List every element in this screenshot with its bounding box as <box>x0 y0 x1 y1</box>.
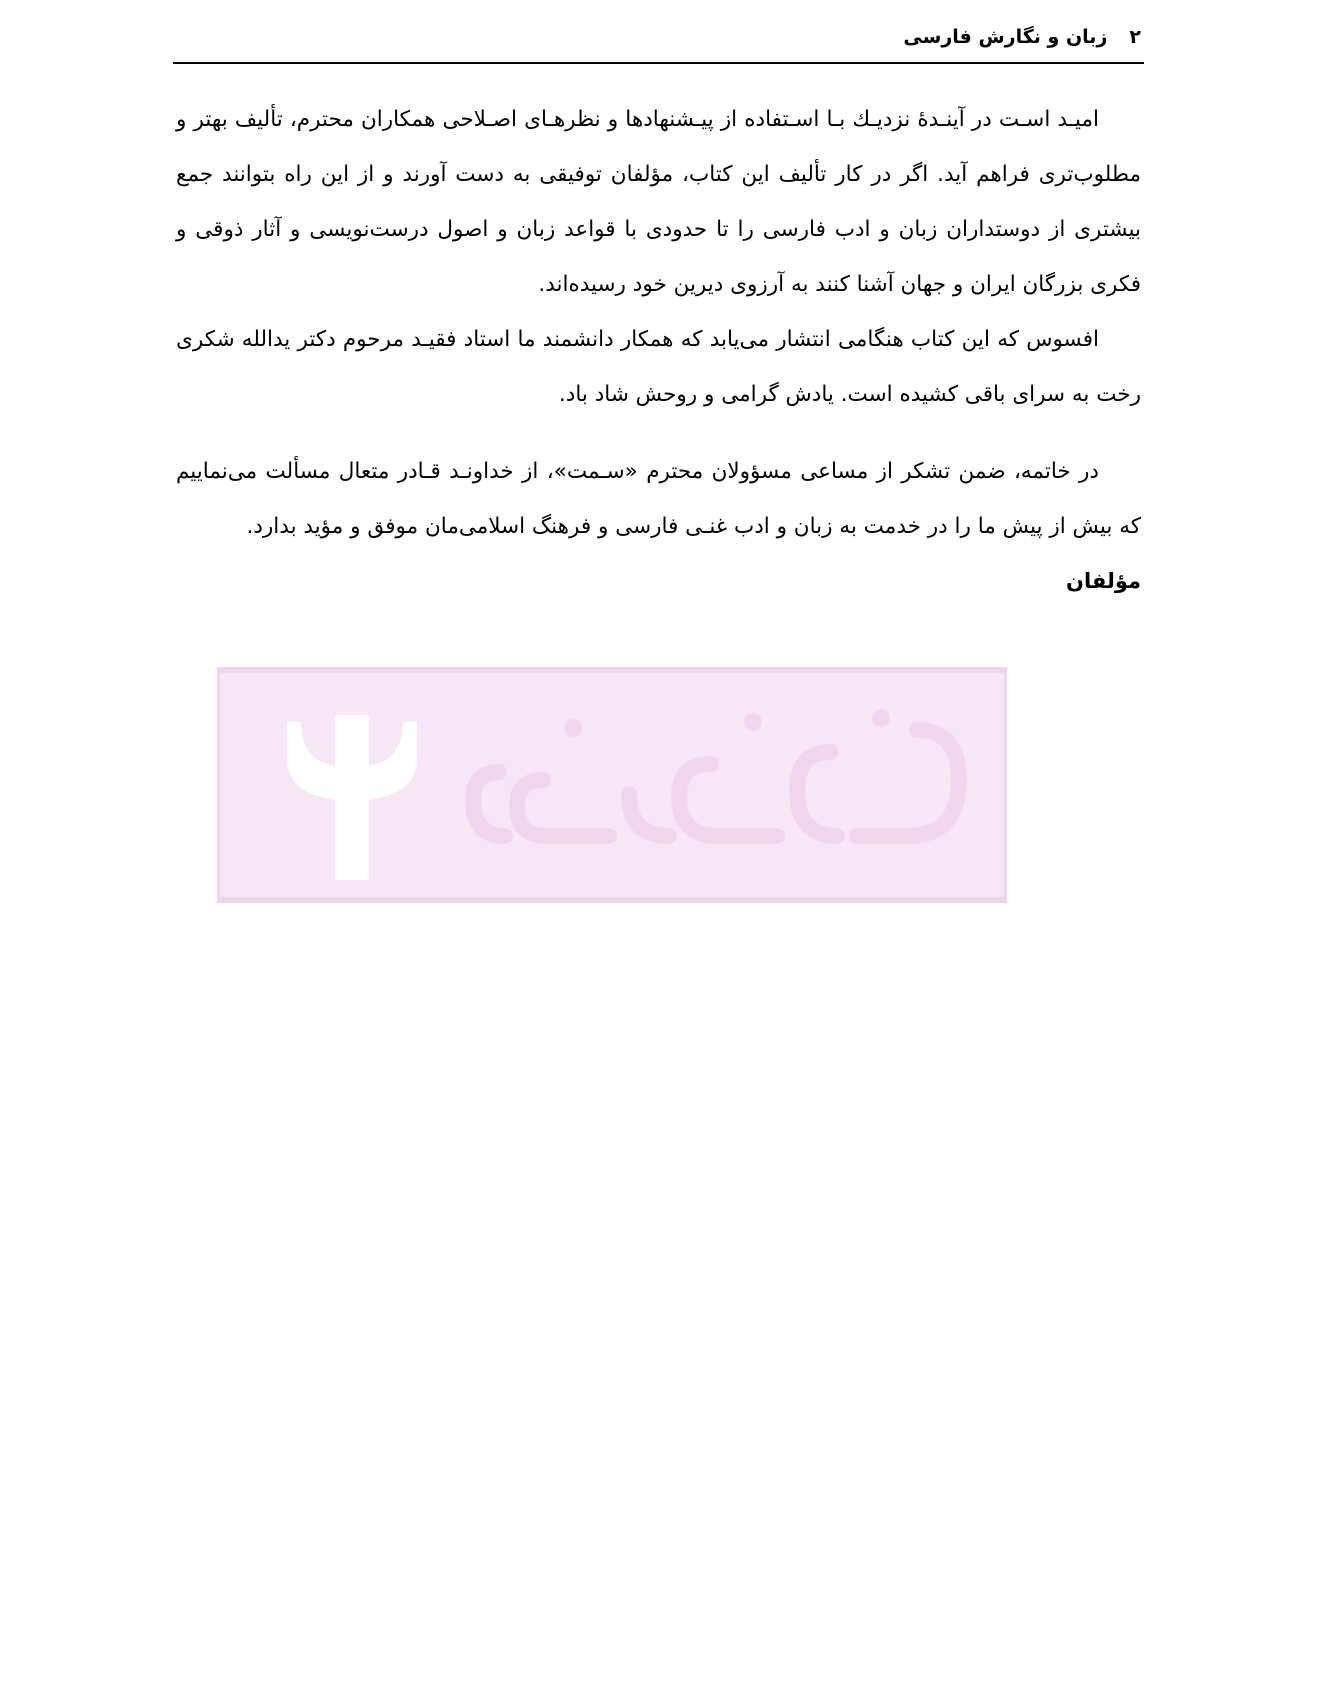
page-number: ۲ <box>1129 26 1141 48</box>
header-title: زبان و نگارش فارسی <box>903 26 1108 48</box>
paragraph: افسوس که این کتاب هنگامی انتشار می‌یابد که همکار دانشمند ما استاد فقیـد مرحوم دکتر یدالله شکری رخت به سرای باقی کشیده است. یادش گرامی و روحش شاد باد. <box>176 327 1141 407</box>
paragraph: امیـد اسـت در آینـدۀ نزدیـك بـا اسـتفاده از پیـشنهادها و نظرهـای اصـلاحی همکاران محترم، تألیف بهتر و مطلوب‌تری فراهم آید. اگر در کار تألیف این کتاب، مؤلفان توفیقی به دست آورند و از این راه بتوانند جمع بیشتری از دوستداران زبان و ادب فارسی را تا حدودی با قواعد زبان و اصول درست‌نویسی و آثار ذوقی و فکری بزرگان ایران و جهان آشنا کنند به آرزوی دیرین خود رسیده‌اند. <box>176 107 1141 297</box>
document-body <box>176 92 1141 609</box>
watermark-dadbazar <box>217 660 1007 910</box>
header-divider <box>173 62 1144 64</box>
signature-line: مؤلفان <box>1066 569 1141 593</box>
page-header <box>176 26 1141 48</box>
paragraph: در خاتمه، ضمن تشکر از مساعی مسؤولان محترم «سـمت»، از خداونـد قـادر متعال مسألت می‌نماییم که بیش از پیش ما را در خدمت به زبان و ادب غنـی فارسی و فرهنگ اسلامی‌مان موفق و مؤید بدارد. <box>176 459 1141 539</box>
